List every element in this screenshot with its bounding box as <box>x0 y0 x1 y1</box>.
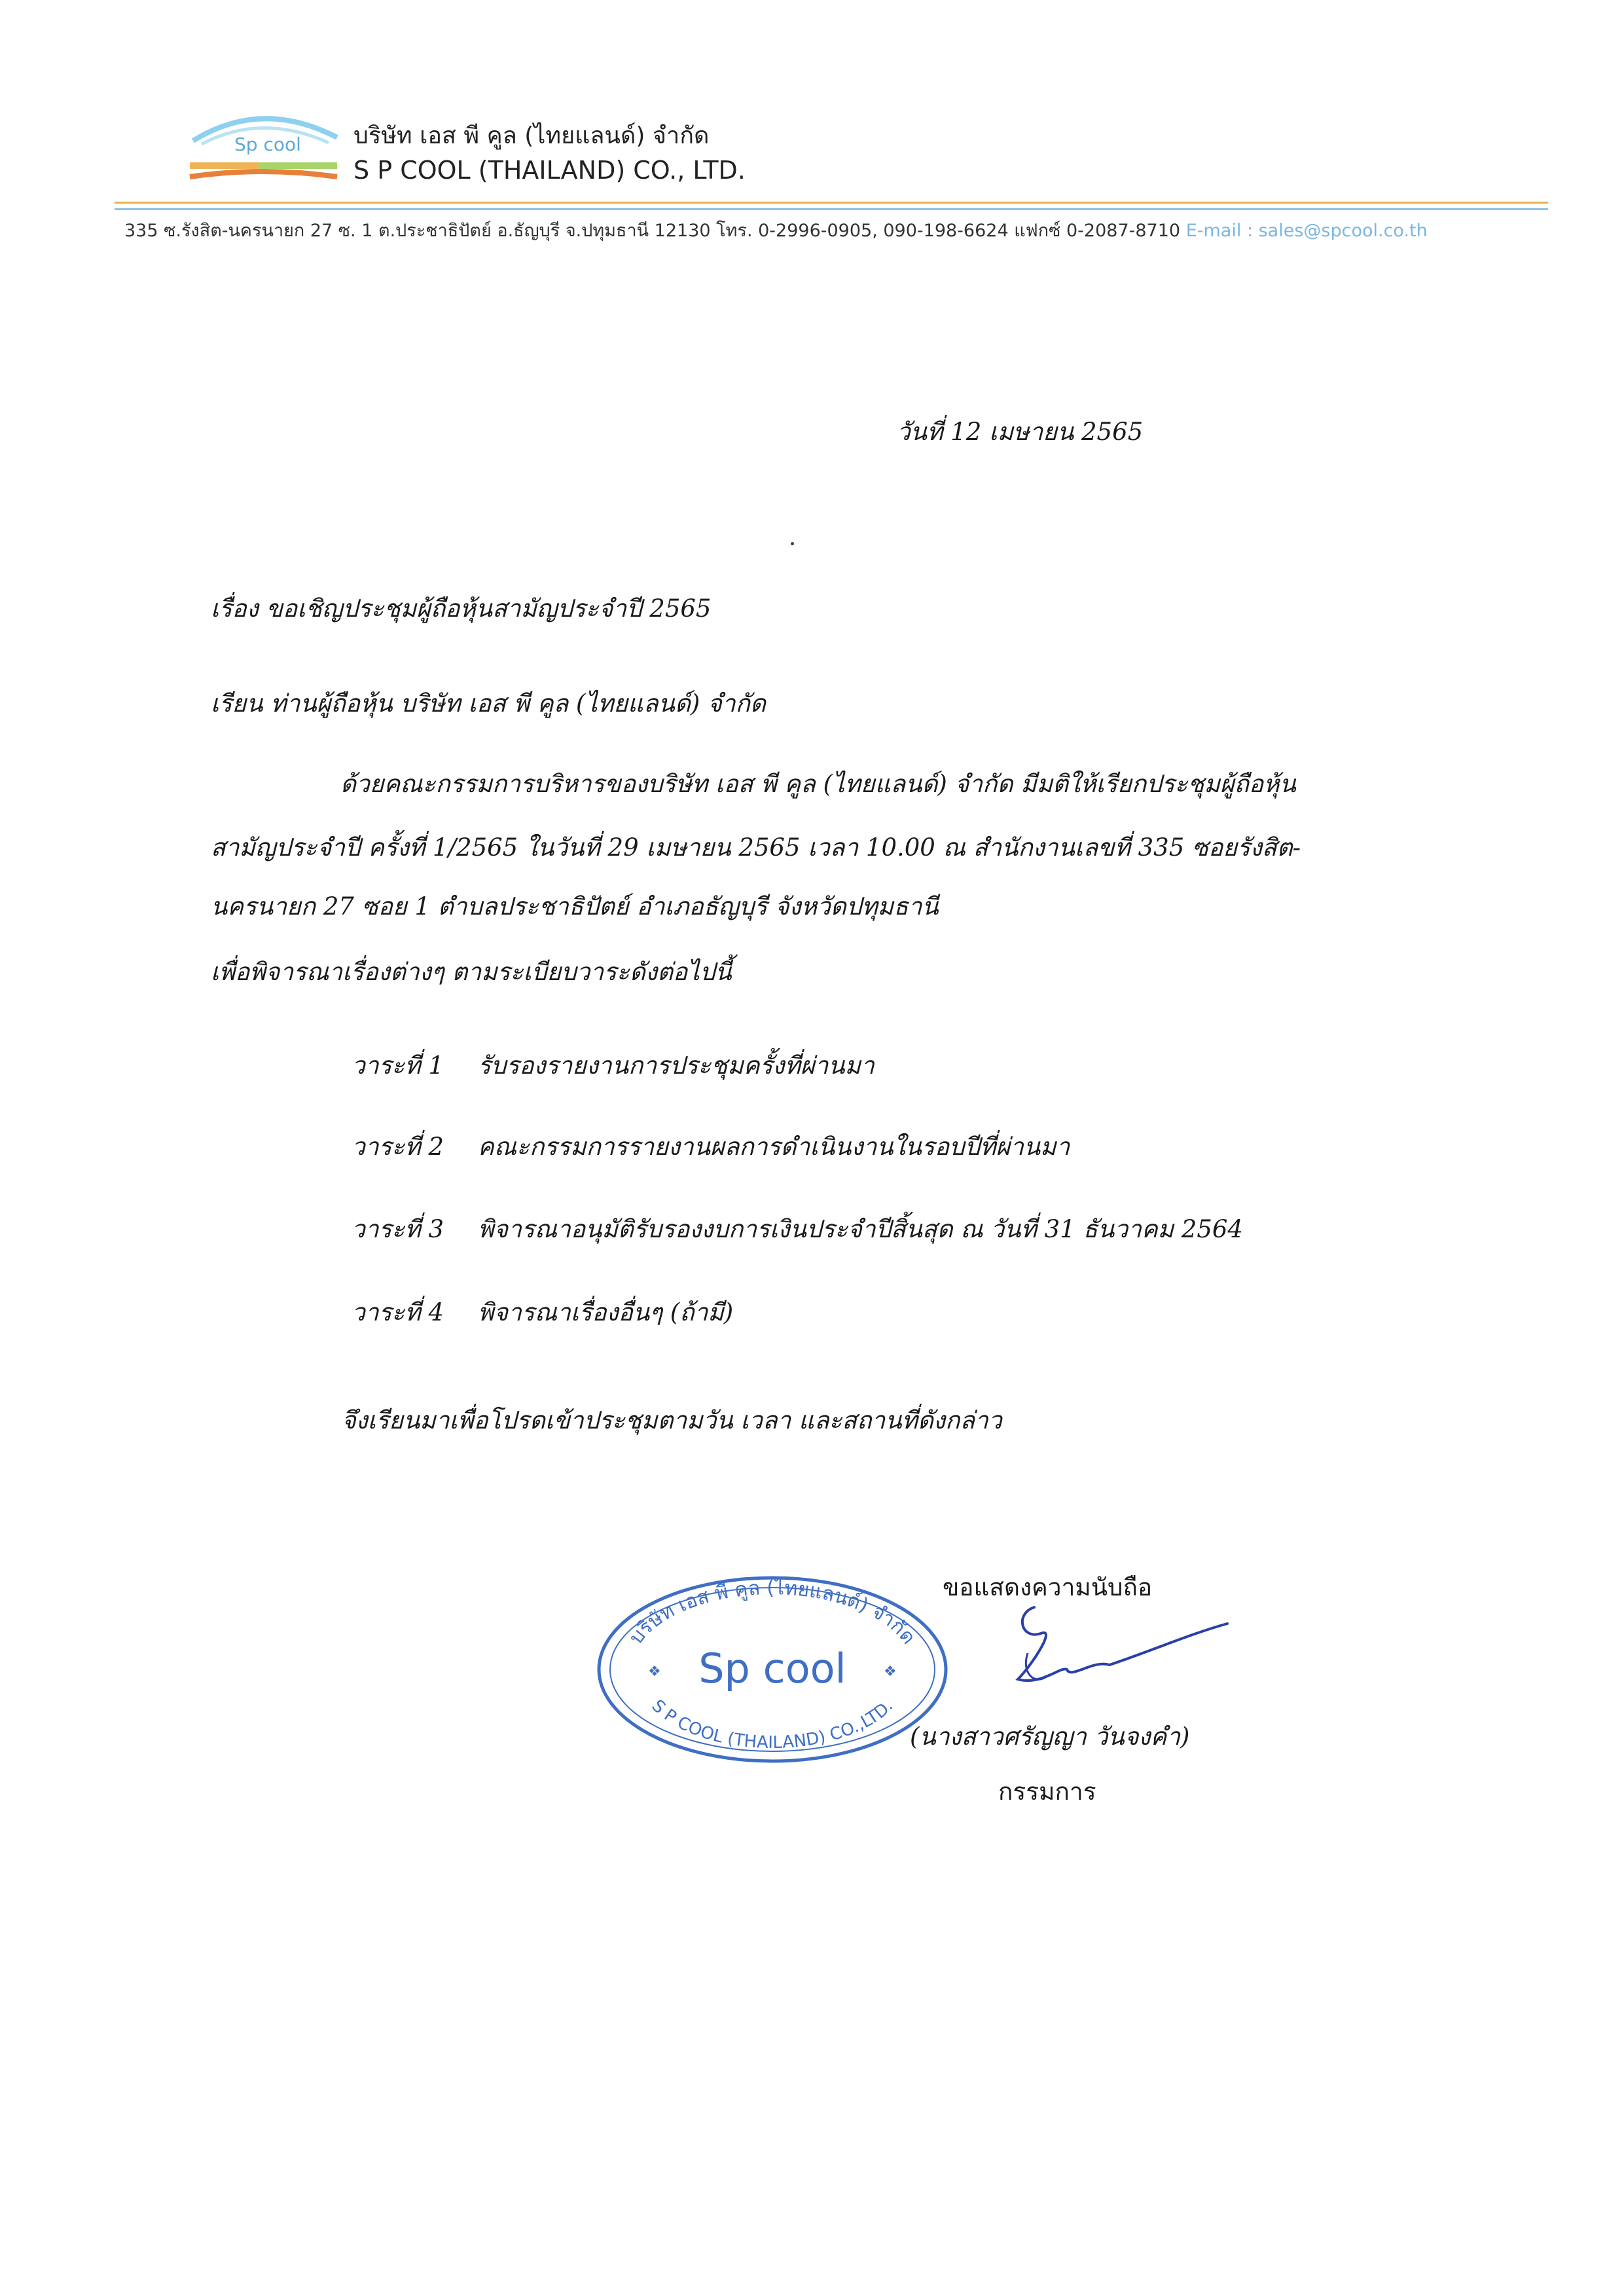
stray-dot <box>791 542 794 545</box>
agenda-item-1-text: รับรองรายงานการประชุมครั้งที่ผ่านมา <box>478 1051 875 1080</box>
handwritten-signature <box>995 1588 1231 1705</box>
body-line-4: เพื่อพิจารณาเรื่องต่างๆ ตามระเบียบวาระดังต่อไปนี้ <box>211 958 732 986</box>
header-rule-blue <box>115 208 1548 210</box>
svg-text:❖: ❖ <box>648 1664 661 1680</box>
logo-text: Sp cool <box>234 134 301 155</box>
body-line-2: สามัญประจำปี ครั้งที่ 1/2565 ในวันที่ 29 เมษายน 2565 เวลา 10.00 ณ สำนักงานเลขที่ 335 ซอยรังสิต- <box>211 833 1301 862</box>
regards: ขอแสดงความนับถือ <box>943 1573 1153 1601</box>
header-rule-orange <box>115 202 1548 204</box>
stamp-english-text: S P COOL (THAILAND) CO.,LTD. <box>647 1696 897 1753</box>
address-text: 335 ซ.รังสิต-นครนายก 27 ซ. 1 ต.ประชาธิปัตย์ อ.ธัญบุรี จ.ปทุมธานี 12130 โทร. 0-2996-0905, 090-198-6624 แฟกซ์ 0-2087-8710 <box>124 221 1181 241</box>
company-address-line <box>124 216 1428 244</box>
svg-text:S P COOL (THAILAND) CO.,LTD. <box>648 1696 897 1753</box>
agenda-item-4-text: พิจารณาเรื่องอื่นๆ (ถ้ามี) <box>478 1298 734 1326</box>
agenda-item-4-number: วาระที่ 4 <box>352 1298 444 1326</box>
svg-text:บริษัท เอส พี คูล (ไทยแลนด์) จ <box>624 1576 920 1649</box>
company-stamp <box>592 1571 952 1768</box>
closing-line: จึงเรียนมาเพื่อโปรดเข้าประชุมตามวัน เวลา และสถานที่ดังกล่าว <box>342 1406 1002 1434</box>
stamp-center-text: Sp cool <box>698 1645 846 1692</box>
signer-title: กรรมการ <box>998 1777 1096 1806</box>
agenda-item-1-number: วาระที่ 1 <box>352 1051 444 1080</box>
company-name-thai: บริษัท เอส พี คูล (ไทยแลนด์) จำกัด <box>353 122 710 149</box>
company-logo <box>183 98 347 187</box>
body-line-1: ด้วยคณะกรรมการบริหารของบริษัท เอส พี คูล (ไทยแลนด์) จำกัด มีมติให้เรียกประชุมผู้ถือหุ้น <box>340 770 1296 798</box>
signer-name: (นางสาวศรัญญา วันจงคำ) <box>910 1722 1190 1751</box>
letter-date: วันที่ 12 เมษายน 2565 <box>897 418 1144 446</box>
agenda-item-3-text: พิจารณาอนุมัติรับรองงบการเงินประจำปีสิ้นสุด ณ วันที่ 31 ธันวาคม 2564 <box>478 1215 1243 1243</box>
stamp-thai-text: บริษัท เอส พี คูล (ไทยแลนด์) จำกัด <box>624 1576 920 1649</box>
agenda-item-2-number: วาระที่ 2 <box>352 1133 444 1161</box>
agenda-item-2-text: คณะกรรมการรายงานผลการดำเนินงานในรอบปีที่ผ่านมา <box>478 1133 1070 1161</box>
svg-text:❖: ❖ <box>884 1664 897 1680</box>
agenda-item-3-number: วาระที่ 3 <box>352 1215 444 1243</box>
body-line-3: นครนายก 27 ซอย 1 ตำบลประชาธิปัตย์ อำเภอธัญบุรี จังหวัดปทุมธานี <box>211 892 939 920</box>
email-text: E-mail : sales@spcool.co.th <box>1185 221 1428 241</box>
company-name-english: S P COOL (THAILAND) CO., LTD. <box>353 156 746 185</box>
letter-recipient: เรียน ท่านผู้ถือหุ้น บริษัท เอส พี คูล (ไทยแลนด์) จำกัด <box>211 689 766 718</box>
letter-subject: เรื่อง ขอเชิญประชุมผู้ถือหุ้นสามัญประจำปี 2565 <box>211 594 712 623</box>
